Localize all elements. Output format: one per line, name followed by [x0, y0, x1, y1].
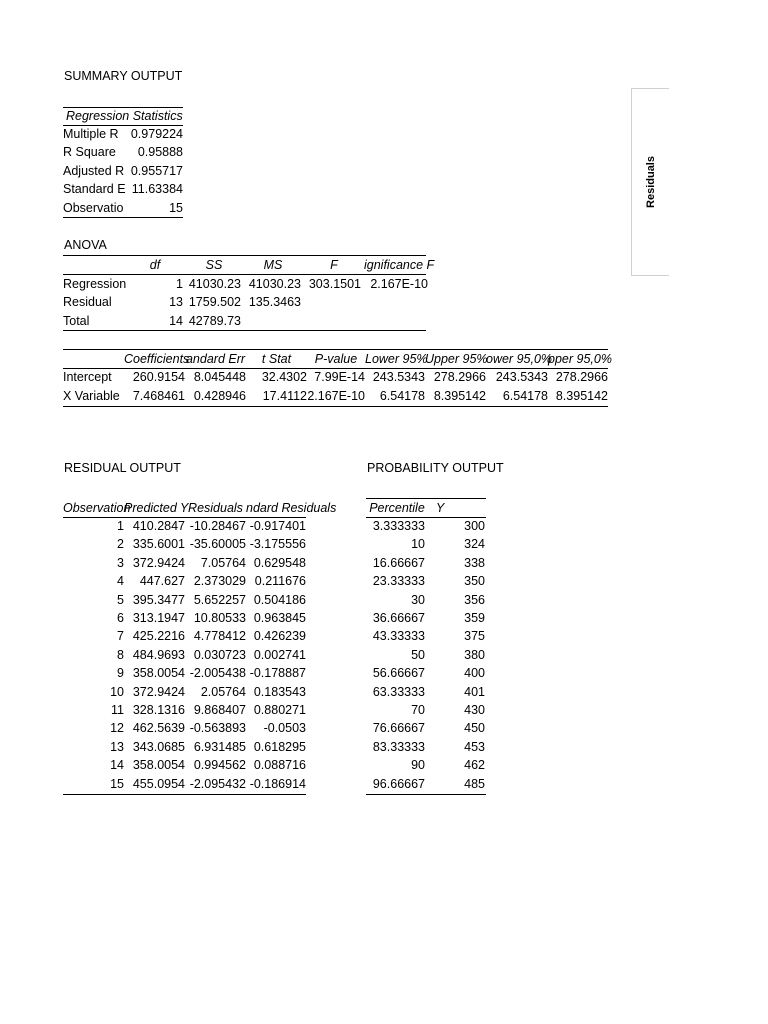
anova-header: SS — [205, 258, 223, 272]
residual-cell: -10.28467 — [189, 519, 246, 533]
anova-cell — [364, 312, 428, 330]
residual-cell: -0.563893 — [189, 721, 246, 736]
probability-cell: 300 — [464, 519, 485, 533]
coefficients-row-label: Intercept — [63, 370, 112, 384]
probability-cell: 324 — [464, 537, 485, 552]
stat-value: 15 — [169, 200, 183, 215]
probability-cell: 350 — [464, 574, 485, 589]
coefficients-header: P-value — [314, 352, 358, 366]
residual-cell: -2.095432 — [189, 776, 246, 791]
residual-cell: 2.05764 — [200, 684, 246, 699]
coefficients-cell: 6.54178 — [502, 389, 548, 403]
coefficients-cell: 278.2966 — [555, 370, 608, 384]
anova-cell — [364, 293, 428, 311]
anova-cell — [307, 293, 361, 311]
probability-cell: 400 — [464, 666, 485, 681]
anova-title: ANOVA — [64, 238, 107, 252]
probability-cell: 380 — [464, 647, 485, 662]
probability-cell: 338 — [464, 555, 485, 570]
probability-cell: 50 — [411, 647, 425, 662]
residual-cell: 328.1316 — [132, 703, 185, 717]
residual-cell: 3 — [117, 555, 124, 570]
anova-header: F — [330, 258, 338, 272]
probability-cell: 375 — [464, 629, 485, 644]
coefficients-cell: 243.5343 — [372, 370, 425, 384]
probability-cell: 450 — [464, 721, 485, 736]
residual-cell: 4 — [117, 574, 124, 589]
anova-cell: 41030.23 — [188, 277, 241, 291]
stat-label: R Square — [63, 145, 116, 160]
residual-cell: -35.60005 — [189, 537, 246, 552]
anova-cell: 14 — [169, 313, 183, 328]
probability-cell: 401 — [464, 684, 485, 699]
residual-cell: 0.880271 — [253, 703, 306, 717]
coefficients-header: Coefficients — [124, 352, 190, 366]
residual-cell: 0.963845 — [253, 611, 306, 625]
anova-row-label: Residual — [63, 295, 112, 310]
residual-cell: 462.5639 — [132, 721, 185, 736]
coefficients-cell: 17.4112 — [262, 389, 307, 403]
residual-cell: 0.030723 — [193, 647, 246, 662]
probability-cell: 70 — [411, 703, 425, 717]
residual-cell: 13 — [110, 739, 124, 754]
coefficients-cell: 260.9154 — [132, 370, 185, 384]
probability-cell: 43.33333 — [372, 629, 425, 644]
stat-label: Standard E — [63, 182, 126, 197]
stat-value: 0.955717 — [130, 163, 183, 178]
probability-cell: 56.66667 — [372, 666, 425, 681]
residual-cell: 395.3477 — [132, 592, 185, 607]
coefficients-header: ower 95,0% — [486, 352, 553, 366]
residual-cell: 0.002741 — [253, 647, 306, 662]
residual-cell: 11 — [111, 703, 124, 717]
stat-label: Multiple R — [63, 127, 119, 141]
anova-row-label: Total — [63, 313, 90, 328]
anova-header: df — [149, 258, 161, 272]
residual-cell: 5.652257 — [193, 592, 246, 607]
probability-cell: 356 — [464, 592, 485, 607]
residual-cell: 8 — [117, 647, 124, 662]
residual-cell: 10.80533 — [193, 611, 246, 625]
residuals-chart-panel[interactable] — [631, 88, 669, 276]
residual-cell: 335.6001 — [132, 537, 185, 552]
anova-cell: 13 — [169, 295, 183, 310]
residual-cell: 410.2847 — [132, 519, 185, 533]
regression-statistics-header: Regression Statistics — [66, 109, 183, 123]
residual-cell: 0.211676 — [254, 574, 306, 589]
residual-cell: 372.9424 — [132, 684, 185, 699]
probability-cell: 10 — [411, 537, 425, 552]
coefficients-cell: 0.428946 — [193, 389, 246, 403]
coefficients-cell: 6.54178 — [379, 389, 425, 403]
probability-cell: 63.33333 — [372, 684, 425, 699]
coefficients-cell: 8.395142 — [433, 389, 486, 403]
coefficients-header: t Stat — [261, 352, 292, 366]
residual-header: Predicted Y — [124, 501, 189, 515]
coefficients-cell: 278.2966 — [433, 370, 486, 384]
probability-cell: 23.33333 — [372, 574, 425, 589]
residual-cell: 15 — [110, 776, 124, 791]
coefficients-cell: 7.468461 — [132, 389, 185, 403]
probability-cell: 430 — [464, 703, 485, 717]
coefficients-header: pper 95,0% — [548, 352, 612, 366]
probability-cell: 36.66667 — [372, 611, 425, 625]
coefficients-row-label: X Variable — [63, 389, 120, 403]
residual-cell: 7 — [117, 629, 124, 644]
residual-cell: -2.005438 — [189, 666, 246, 681]
probability-cell: 96.66667 — [372, 776, 425, 791]
residual-cell: 0.629548 — [253, 555, 306, 570]
coefficients-cell: 32.4302 — [261, 370, 307, 384]
residual-cell: 6.931485 — [193, 739, 246, 754]
residual-header: ndard Residuals — [246, 501, 337, 515]
stat-value: 0.95888 — [137, 145, 183, 160]
probability-cell: 83.33333 — [372, 739, 425, 754]
coefficients-header: andard Err — [185, 352, 246, 366]
probability-cell: 3.333333 — [372, 519, 425, 533]
anova-cell: 42789.73 — [188, 313, 241, 328]
residual-cell: 358.0054 — [132, 666, 185, 681]
residual-cell: -0.917401 — [249, 519, 306, 533]
residual-cell: 0.426239 — [253, 629, 306, 644]
probability-cell: 462 — [464, 758, 485, 773]
residual-output-title: RESIDUAL OUTPUT — [64, 461, 181, 475]
anova-cell: 1759.502 — [188, 295, 241, 310]
residual-cell: 0.994562 — [193, 758, 246, 773]
summary-title: SUMMARY OUTPUT — [64, 69, 183, 83]
probability-cell: 359 — [464, 611, 485, 625]
coefficients-cell: 2.167E-10 — [307, 389, 365, 403]
anova-cell — [245, 312, 301, 330]
coefficients-cell: 243.5343 — [495, 370, 548, 384]
anova-header: ignificance F — [364, 258, 435, 272]
probability-cell: 16.66667 — [372, 555, 425, 570]
probability-header: Y — [436, 501, 445, 515]
residual-cell: 372.9424 — [132, 555, 185, 570]
residual-cell: 484.9693 — [132, 647, 185, 662]
residual-cell: 9 — [117, 666, 124, 681]
residual-cell: 2.373029 — [193, 574, 246, 589]
residual-cell: 425.2216 — [132, 629, 185, 644]
coefficients-header: Upper 95% — [425, 352, 488, 366]
probability-cell: 453 — [464, 739, 485, 754]
anova-cell: 41030.23 — [248, 277, 301, 291]
residual-cell: 0.088716 — [253, 758, 306, 773]
probability-header: Percentile — [369, 501, 425, 515]
coefficients-cell: 7.99E-14 — [314, 370, 365, 384]
residual-cell: -0.178887 — [249, 666, 306, 681]
anova-cell — [307, 312, 361, 330]
stat-value: 11.63384 — [131, 182, 183, 197]
residual-cell: 6 — [117, 611, 124, 625]
anova-cell: 1 — [176, 277, 183, 291]
probability-cell: 485 — [464, 776, 485, 791]
anova-cell: 135.3463 — [248, 295, 301, 310]
residual-cell: -3.175556 — [249, 537, 306, 552]
residuals-axis-label: Residuals — [644, 156, 657, 208]
residual-cell: 12 — [110, 721, 124, 736]
probability-output-title: PROBABILITY OUTPUT — [367, 461, 504, 475]
stat-label: Adjusted R — [63, 163, 125, 178]
residual-cell: 4.778412 — [193, 629, 246, 644]
coefficients-cell: 8.045448 — [193, 370, 246, 384]
coefficients-cell: 8.395142 — [555, 389, 608, 403]
residual-cell: 1 — [117, 519, 124, 533]
residual-cell: 343.0685 — [132, 739, 185, 754]
residual-cell: 0.618295 — [253, 739, 306, 754]
anova-row-label: Regression — [63, 277, 127, 291]
probability-cell: 30 — [411, 592, 425, 607]
residual-cell: 358.0054 — [132, 758, 185, 773]
residual-cell: 313.1947 — [132, 611, 185, 625]
residual-cell: 0.504186 — [253, 592, 306, 607]
residual-cell: 447.627 — [139, 574, 185, 589]
residual-header: Observation — [63, 501, 131, 515]
coefficients-header: Lower 95% — [365, 352, 428, 366]
residual-cell: 9.868407 — [193, 703, 246, 717]
anova-cell: 303.1501 — [308, 277, 361, 291]
residual-cell: -0.0503 — [263, 721, 306, 736]
anova-cell: 2.167E-10 — [370, 277, 428, 291]
residual-cell: 10 — [110, 684, 124, 699]
residual-cell: 7.05764 — [200, 555, 246, 570]
residual-cell: 14 — [110, 758, 124, 773]
residual-cell: 5 — [117, 592, 124, 607]
residual-cell: 455.0954 — [132, 776, 185, 791]
residual-header: Residuals — [188, 501, 243, 515]
probability-cell: 76.66667 — [372, 721, 425, 736]
stat-value: 0.979224 — [130, 127, 183, 141]
stat-label: Observatio — [63, 200, 124, 215]
residual-cell: -0.186914 — [249, 776, 306, 791]
residual-cell: 2 — [117, 537, 124, 552]
anova-header: MS — [263, 258, 283, 272]
probability-cell: 90 — [411, 758, 425, 773]
residual-cell: 0.183543 — [253, 684, 306, 699]
